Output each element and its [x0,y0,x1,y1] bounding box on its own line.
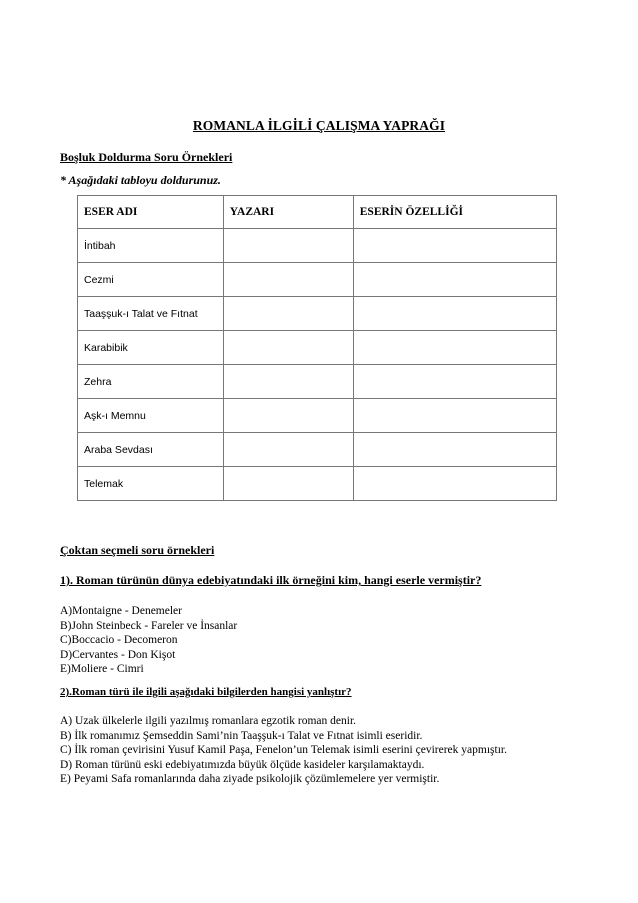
cell-ozellik[interactable] [353,263,556,297]
cell-yazar[interactable] [223,229,353,263]
cell-eser: Telemak [78,467,224,501]
fill-in-section-heading: Boşluk Doldurma Soru Örnekleri [60,150,233,164]
cell-eser: Araba Sevdası [78,433,224,467]
table-row [78,297,557,331]
cell-eser: Karabibik [78,331,224,365]
header-eser-adi: ESER ADI [78,196,224,229]
cell-ozellik[interactable] [353,399,556,433]
table-row [78,433,557,467]
multiple-choice-section-heading: Çoktan seçmeli soru örnekleri [60,543,215,557]
cell-yazar[interactable] [223,297,353,331]
answer-option: D)Cervantes - Don Kişot [60,648,176,661]
answer-option: C) İlk roman çevirisini Yusuf Kamil Paşa, Fenelon’un Telemak isimli eserini çevirerek yapmıştır. [60,744,507,756]
header-eserin-ozelligi: ESERİN ÖZELLİĞİ [353,196,556,229]
table-row [78,263,557,297]
answer-option: A) Uzak ülkelerle ilgili yazılmış romanlara egzotik roman denir. [60,715,357,727]
cell-ozellik[interactable] [353,229,556,263]
cell-ozellik[interactable] [353,331,556,365]
table-row [78,467,557,501]
works-table [77,195,557,501]
cell-yazar[interactable] [223,365,353,399]
table-instruction: * Aşağıdaki tabloyu doldurunuz. [60,173,221,187]
table-header-row [78,196,557,229]
question-2-options [60,714,507,787]
cell-yazar[interactable] [223,331,353,365]
cell-eser: Zehra [78,365,224,399]
cell-yazar[interactable] [223,263,353,297]
cell-yazar[interactable] [223,399,353,433]
answer-option: B)John Steinbeck - Fareler ve İnsanlar [60,619,238,632]
page-title: ROMANLA İLGİLİ ÇALIŞMA YAPRAĞI [192,118,446,133]
question-2-text: 2).Roman türü ile ilgili aşağıdaki bilgilerden hangisi yanlıştır? [60,686,352,698]
cell-eser: Cezmi [78,263,224,297]
answer-option: C)Boccacio - Decomeron [60,634,178,646]
cell-ozellik[interactable] [353,297,556,331]
table-row [78,331,557,365]
cell-ozellik[interactable] [353,433,556,467]
table-row [78,365,557,399]
header-yazari: YAZARI [223,196,353,229]
table-row [78,229,557,263]
answer-option: E)Moliere - Cimri [60,663,144,675]
answer-option: B) İlk romanımız Şemseddin Sami’nin Taaşşuk-ı Talat ve Fıtnat isimli eseridir. [60,729,423,742]
question-1-text: 1). Roman türünün dünya edebiyatındaki ilk örneğini kim, hangi eserle vermiştir? [60,573,482,587]
cell-ozellik[interactable] [353,467,556,501]
cell-eser: İntibah [78,229,224,263]
table-row [78,399,557,433]
cell-yazar[interactable] [223,467,353,501]
cell-yazar[interactable] [223,433,353,467]
answer-option: A)Montaigne - Denemeler [60,605,182,617]
cell-eser: Aşk-ı Memnu [78,399,224,433]
cell-ozellik[interactable] [353,365,556,399]
question-1-options [60,604,237,677]
answer-option: D) Roman türünü eski edebiyatımızda büyük ölçüde kasideler karşılamaktaydı. [60,758,425,771]
cell-eser: Taaşşuk-ı Talat ve Fıtnat [78,297,224,331]
answer-option: E) Peyami Safa romanlarında daha ziyade psikolojik çözümlemelere yer vermiştir. [60,773,440,785]
